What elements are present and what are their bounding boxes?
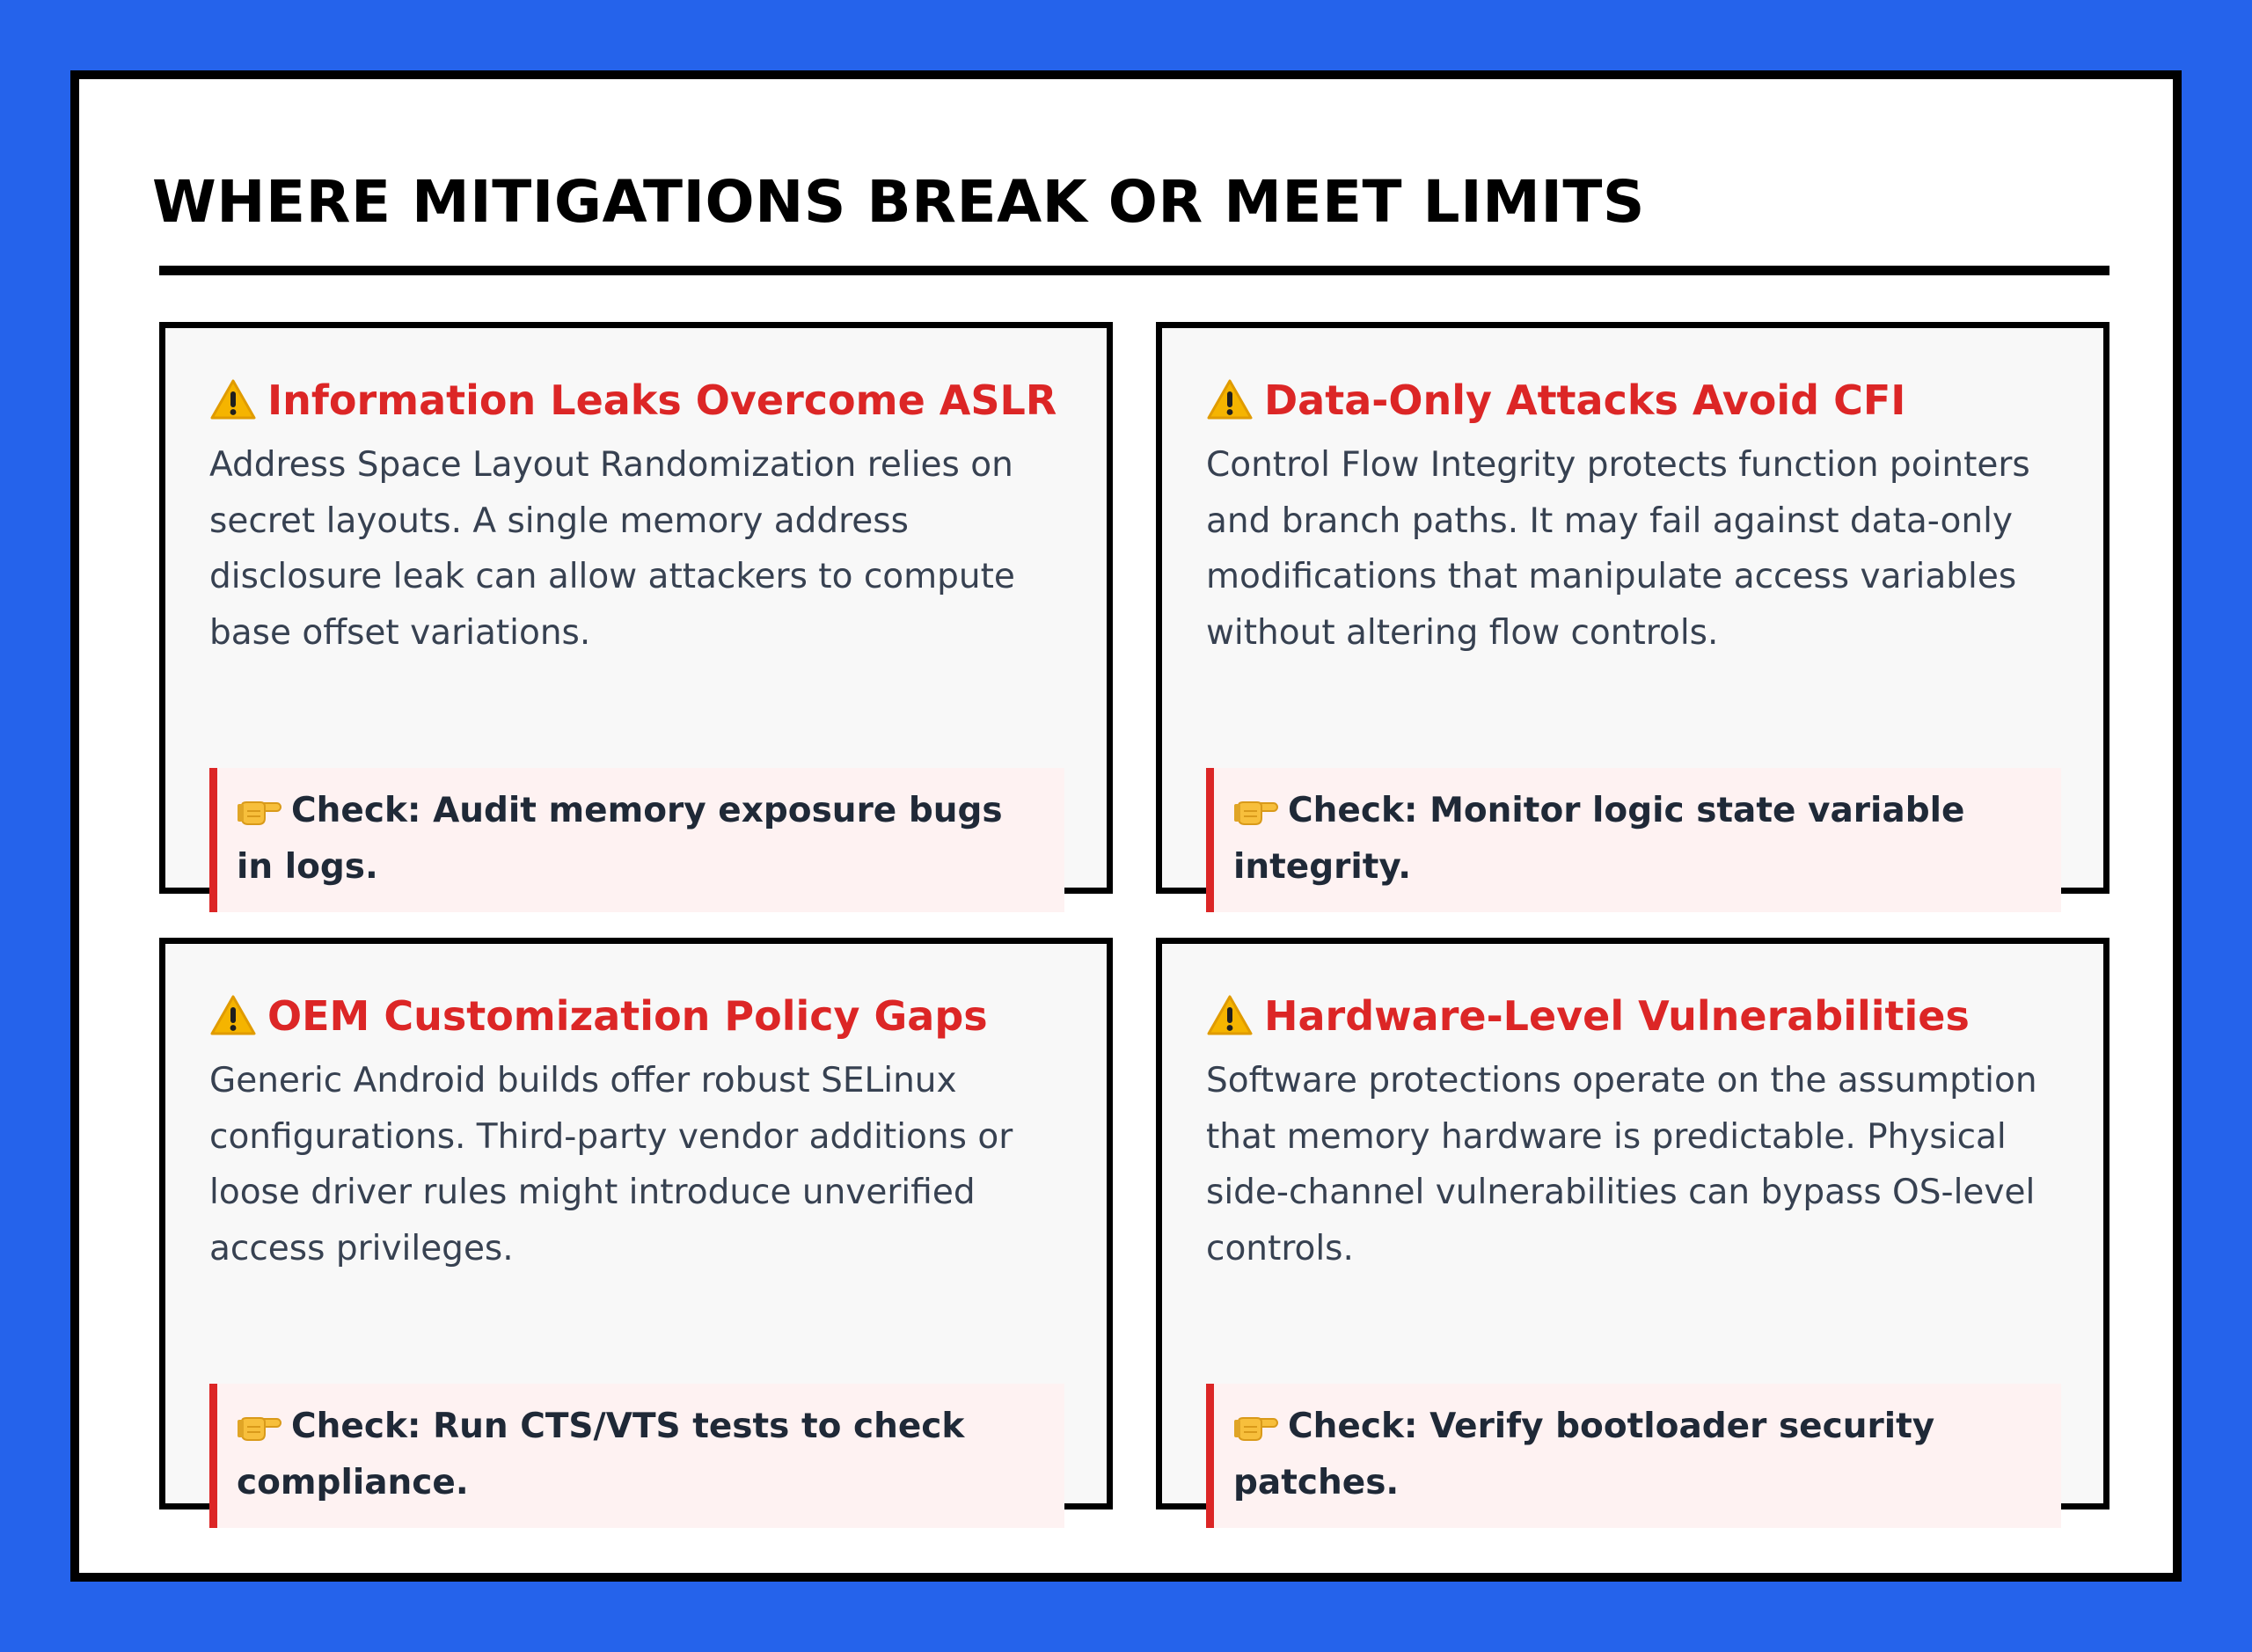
check-callout-text: Check: Monitor logic state variable integrity. (1233, 791, 1965, 887)
card-heading (209, 988, 988, 1044)
card-description: Control Flow Integrity protects function pointers and branch paths. It may fail against data-only modifications that manipulate access variables without altering flow controls. (1206, 445, 2030, 653)
page-title: WHERE MITIGATIONS BREAK OR MEET LIMITS (152, 168, 1645, 236)
check-callout-line (237, 1399, 1047, 1511)
check-callout-text: Check: Audit memory exposure bugs in logs. (237, 791, 1003, 887)
card-oem-policy-gaps (159, 938, 1113, 1509)
card-description: Address Space Layout Randomization relies on secret layouts. A single memory address disclosure leak can allow attackers to compute base offset variations. (209, 445, 1015, 653)
check-callout-line (237, 783, 1047, 895)
card-aslr-leaks (159, 322, 1113, 894)
card-heading-text: Hardware-Level Vulnerabilities (1264, 992, 1970, 1040)
card-heading (1206, 372, 1905, 428)
card-heading-text: Information Leaks Overcome ASLR (267, 376, 1057, 424)
card-heading (209, 372, 1057, 428)
card-data-only-attacks (1156, 322, 2109, 894)
check-callout (1206, 768, 2061, 912)
check-callout-text: Check: Verify bootloader security patches. (1233, 1407, 1935, 1502)
check-callout-text: Check: Run CTS/VTS tests to check compliance. (237, 1407, 965, 1502)
card-heading (1206, 988, 1970, 1044)
pointing-hand-icon (237, 792, 282, 827)
check-callout-line (1233, 783, 2044, 895)
warning-icon (1206, 994, 1254, 1036)
warning-icon (1206, 378, 1254, 420)
pointing-hand-icon (1233, 792, 1279, 827)
check-callout (209, 768, 1064, 912)
pointing-hand-icon (237, 1407, 282, 1443)
card-description: Software protections operate on the assumption that memory hardware is predictable. Physical side-channel vulnerabilities can bypass OS-level controls. (1206, 1061, 2037, 1268)
title-divider (159, 266, 2109, 275)
check-callout (1206, 1384, 2061, 1528)
card-heading-text: OEM Customization Policy Gaps (267, 992, 988, 1040)
warning-icon (209, 378, 257, 420)
warning-icon (209, 994, 257, 1036)
card-hardware-vulnerabilities (1156, 938, 2109, 1509)
check-callout-line (1233, 1399, 2044, 1511)
card-description: Generic Android builds offer robust SELinux configurations. Third-party vendor additions or loose driver rules might introduce unverified access privileges. (209, 1061, 1013, 1268)
check-callout (209, 1384, 1064, 1528)
pointing-hand-icon (1233, 1407, 1279, 1443)
content-panel (70, 70, 2182, 1582)
card-heading-text: Data-Only Attacks Avoid CFI (1264, 376, 1906, 424)
